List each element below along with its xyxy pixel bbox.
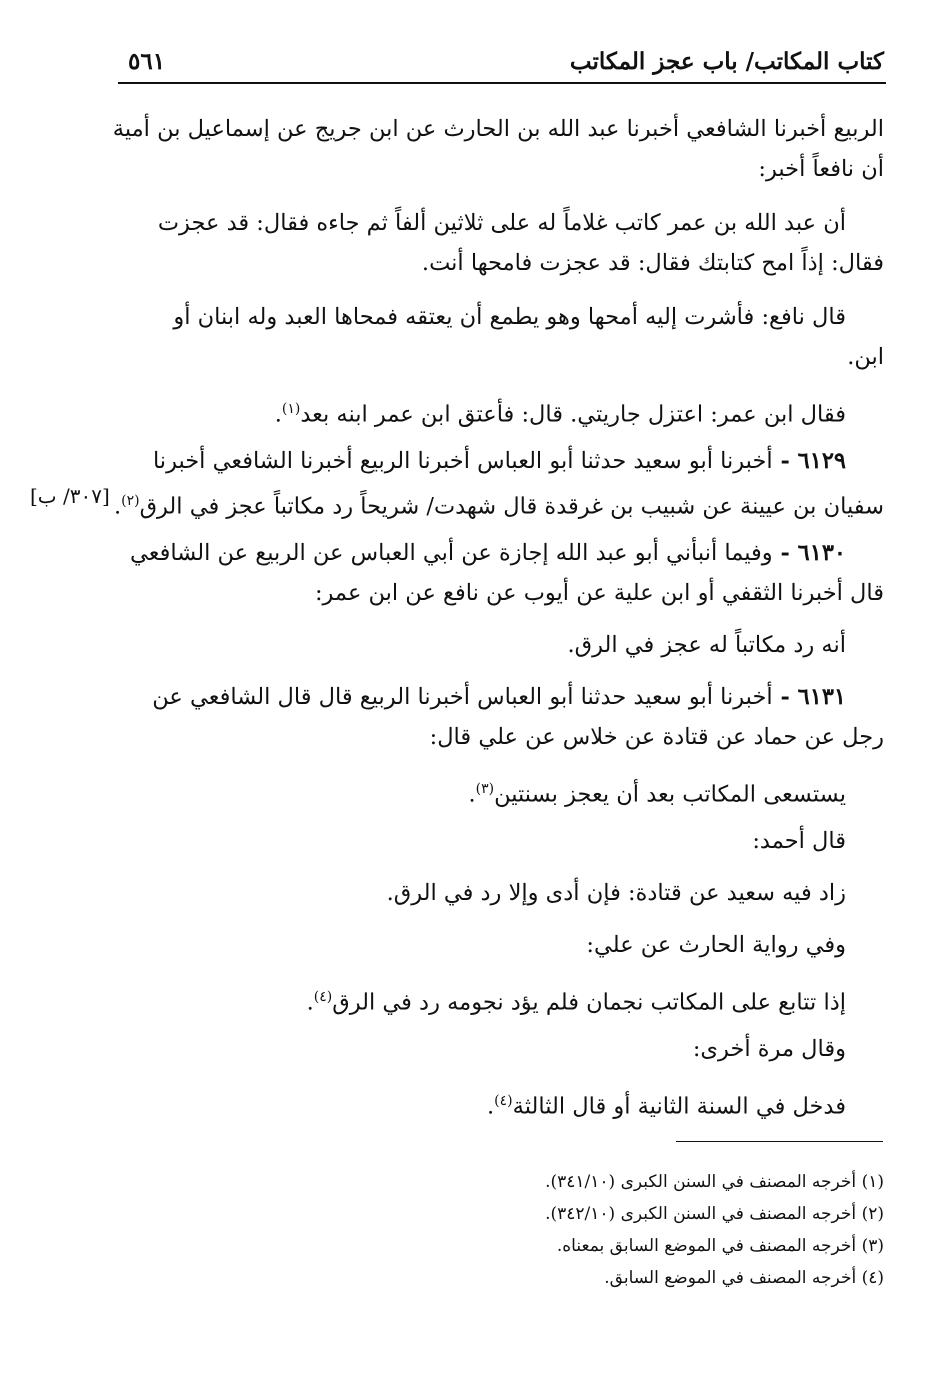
text-line (468, 774, 846, 810)
footnote-text: أخرجه المصنف في الموضع السابق بمعناه. (556, 1236, 857, 1256)
footnote-number: (٤) (856, 1268, 884, 1288)
text-line (152, 682, 846, 712)
text-line (114, 486, 884, 522)
text-line (487, 1086, 846, 1122)
line-text: أن عبد الله بن عمر كاتب غلاماً له على ثلاثين ألفاً ثم جاءه فقال: قد عجزت (157, 210, 846, 236)
footnote-marker: (٤) (313, 989, 333, 1005)
footnote (604, 1268, 884, 1288)
running-title: كتاب المكاتب/ باب عجز المكاتب (569, 48, 884, 75)
text-line (387, 878, 846, 908)
text-line (567, 630, 846, 660)
hadith-number: ٦١٣٠ - (772, 540, 846, 566)
page-header (118, 44, 886, 84)
hadith-number: ٦١٣١ - (772, 684, 846, 710)
text-line (693, 1034, 846, 1064)
text-line (153, 446, 846, 476)
text-line (758, 154, 884, 184)
line-text: وقال مرة أخرى: (692, 1036, 846, 1062)
line-text: قال أحمد: (752, 828, 846, 854)
line-text: أخبرنا أبو سعيد حدثنا أبو العباس أخبرنا الربيع قال قال الشافعي عن (152, 684, 773, 710)
text-line (430, 722, 884, 752)
text-line (275, 394, 846, 430)
text-line (586, 930, 846, 960)
footnote (545, 1204, 884, 1224)
footnote-number: (٣) (856, 1236, 884, 1256)
page-number: ٥٦١ (128, 48, 166, 75)
line-text: إذا تتابع على المكاتب نجمان فلم يؤد نجومه رد في الرق (332, 989, 846, 1016)
text-line (307, 982, 846, 1018)
text-line (173, 302, 846, 332)
line-text: قال أخبرنا الثقفي أو ابن علية عن أيوب عن نافع عن ابن عمر: (314, 580, 884, 606)
line-text: سفيان بن عيينة عن شبيب بن غرقدة قال شهدت/ شريحاً رد مكاتباً عجز في الرق (139, 493, 884, 520)
footnote-text: أخرجه المصنف في السنن الكبرى (٣٤٢/١٠). (545, 1204, 857, 1224)
line-text: زاد فيه سعيد عن قتادة: فإن أدى وإلا رد في الرق. (386, 880, 846, 906)
line-tail: . (274, 401, 282, 428)
line-text: أخبرنا أبو سعيد حدثنا أبو العباس أخبرنا الربيع أخبرنا الشافعي أخبرنا (152, 448, 773, 474)
text-line (113, 114, 884, 144)
footnote (545, 1172, 884, 1192)
footnote-separator (676, 1141, 883, 1142)
text-line (158, 208, 846, 238)
line-text: قال نافع: فأشرت إليه أمحها وهو يطمع أن يعتقه فمحاها العبد وله ابنان أو (173, 304, 846, 330)
footnote-marker: (١) (281, 401, 301, 417)
line-tail: . (487, 1093, 495, 1120)
line-text: ابن. (847, 344, 884, 370)
line-text: رجل عن حماد عن قتادة عن خلاس عن علي قال: (429, 724, 884, 750)
text-line (847, 342, 884, 372)
footnote-marker: (٤) (494, 1093, 513, 1109)
footnote-marker: (٢) (121, 493, 140, 509)
line-text: وفي رواية الحارث عن علي: (586, 932, 846, 958)
footnote-number: (١) (856, 1172, 884, 1192)
text-line (752, 826, 846, 856)
text-line (422, 248, 884, 278)
footnote-number: (٢) (856, 1204, 884, 1224)
margin-folio-reference: [٣٠٧/ ب] (30, 484, 110, 508)
footnote-marker: (٣) (475, 781, 495, 797)
line-tail: . (306, 989, 314, 1016)
line-text: فقال: إذاً امح كتابتك فقال: قد عجزت فامحها أنت. (421, 250, 884, 276)
footnote (557, 1236, 884, 1256)
footnote-text: أخرجه المصنف في السنن الكبرى (٣٤١/١٠). (545, 1172, 857, 1192)
hadith-number: ٦١٢٩ - (772, 448, 846, 474)
line-text: يستسعى المكاتب بعد أن يعجز بسنتين (494, 781, 846, 808)
line-text: أنه رد مكاتباً له عجز في الرق. (567, 632, 846, 658)
line-text: فقال ابن عمر: اعتزل جاريتي. قال: فأعتق ابن عمر ابنه بعد (300, 401, 846, 428)
text-line (315, 578, 884, 608)
line-text: الربيع أخبرنا الشافعي أخبرنا عبد الله بن الحارث عن ابن جريج عن إسماعيل بن أمية (112, 116, 884, 142)
footnote-text: أخرجه المصنف في الموضع السابق. (604, 1268, 857, 1288)
line-tail: . (468, 781, 476, 808)
line-text: فدخل في السنة الثانية أو قال الثالثة (512, 1093, 846, 1120)
text-line (130, 538, 846, 568)
line-tail: . (113, 493, 122, 520)
line-text: أن نافعاً أخبر: (758, 156, 884, 182)
line-text: وفيما أنبأني أبو عبد الله إجازة عن أبي العباس عن الربيع عن الشافعي (129, 540, 773, 566)
